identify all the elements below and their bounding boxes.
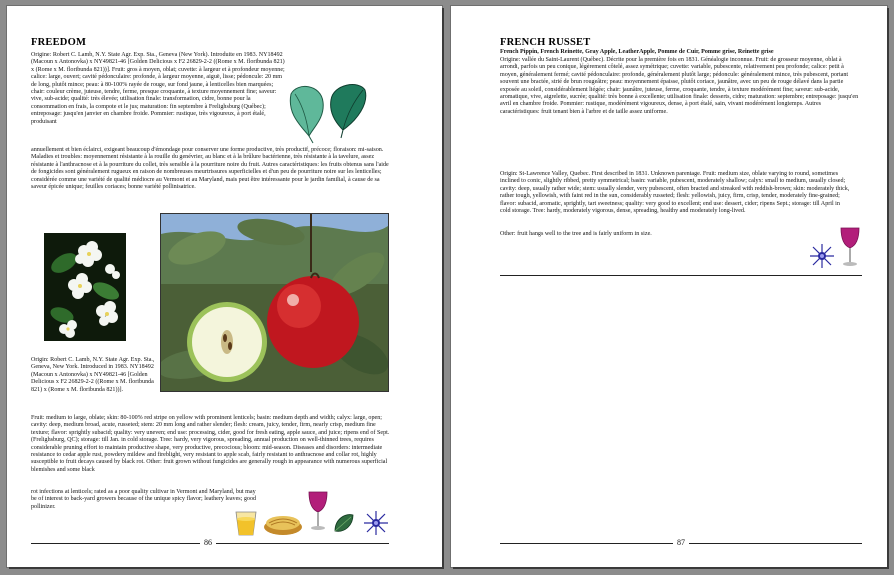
apple-pie-icon bbox=[263, 511, 303, 537]
english-description-main: Fruit: medium to large, oblate; skin: 80-100% red stripe on yellow with prominent lenticels; basin: medium depth and width; calyx: large, open; cavity: deep, medium broad, acute, russeted; stem: 20 mm long and rather slender; flesh: cream, juicy, tender, firm, nearly crisp, medium fine texture; flavor: sprightly subacid; quality: very uneven; end use: processing, cider, good for fresh eating, apple sauce, and juice; ripens end of Sept. (Frelighsburg, QC); storage: till Jan. in cold storage. Tree: hardy, very vigorous, spreading, annual production on well-thinned trees, requires considerable pruning effort to maintain productive shape, very productive, precocious; bloom: mid-season. Diseases and disorders: intermediate resistance to cedar apple rust, powdery mildew and fireblight, very resistant to apple scab, fairly resistant to anthracnose and collar rot, highly susceptible to fruit decays caused by black rot. Other: fruit grown without fungicides are generally rough in appearance with numerous superficial blemishes and some black bbox=[31, 415, 390, 473]
blossom-image bbox=[44, 233, 126, 341]
cultivar-synonyms: French Pippin, French Reinette, Gray Apple, LeatherApple, Pomme de Cuir, Pomme grise, Reinette grise bbox=[500, 49, 774, 55]
section-rule bbox=[500, 275, 862, 276]
english-description: Origin: St-Lawrence Valley, Quebec. First described in 1831. Unknown parentage. Fruit: medium size, oblate varying to round, sometimes inclined to conic, slightly ribbed, pretty symmetrical; basin: variable, pubescent, moderately shallow; calyx: small to medium, usually closed; cavity: deep, usually rather wide; stem: usually slender, very pubescent, often bracted and streaked with reddish-brown; skin: moderately thick, rather tough, yellowish, with faint red in the sun, considerably russeted; flesh: yellowish, juicy, firm, crisp, tender, moderately fine-grained; flavor: subacid, aromatic, sprightly, tart sweetness; quality: very good to excellent; end use: dessert, cider; ripens Sept.; storage: till April in cold storage. Tree: hardy, moderately vigorous, dense, spreading, healthy and moderately long-lived. bbox=[500, 171, 850, 215]
english-description-other: Other: fruit hangs well to the tree and is fairly uniform in size. bbox=[500, 231, 652, 237]
english-description-last: rot infections at lenticels; rated as a poor quality cultivar in Vermont and Maryland, but may be of interest to back-yard growers because of the unique spicy flavor; leathery leaves; good pollinizer. bbox=[31, 489, 257, 510]
cider-goblet-icon bbox=[307, 490, 329, 534]
leaves-icon bbox=[287, 80, 373, 144]
leaf-illustration-light bbox=[290, 86, 323, 143]
french-description: Origine: vallée du Saint-Laurent (Québec). Décrite pour la première fois en 1831. Généalogie inconnue. Fruit: de grosseur moyenne, oblat à arrondi, parfois un peu conique, légèrement côtelé, assez symétrique; cuvette: variable, pubescente, relativement peu profonde; calice: petit à moyen, généralement fermé; cavité pédonculaire: profonde, généralement plutôt large; pédoncule: généralement mince, très pubescent, portant souvent une bractée, strié de brun rougeâtre; peau: moyennement épaisse, plutôt coriace, jaunâtre, avec un peu de rouge délavé dans la partie exposée au soleil, considérablement liégée; chair: jaunâtre, juteuse, ferme, croquante, tendre, à texture modérément fine; saveur: sub-acide, aromatique, vive, aigrelette, sucrée; qualité: très bonne à excellente; utilisation finale: desserts, cidre; maturation: septembre; entreposage: jusqu'en avril en chambre froide. Pommier: rustique, modérément vigoureux, dense, à port étalé, sain, vivant modérément longtemps. Autres caractéristiques: fruit tenant bien à l'arbre et de taille assez uniforme. bbox=[500, 57, 859, 115]
french-description-part1: Origine: Robert C. Lamb, N.Y. State Agr. Exp. Sta., Geneva (New York). Introduite en 1983. NY18492 (Macoun x Antonovka) x NY49821-46 [Golden Delicious x F2 26829-2-2 ((Rome x M. floribunda 821) x (Rome x M. floribunda 821))]. Fruit: gros à moyen, oblat; cuvette: à largeur et à profondeur moyenne; calice: large, ouvert; cavité pédonculaire: profonde, à largeur moyenne, aiguë, lisse; pédoncule: 20 mm de long, plutôt mince; peau: à 80-100% rayée de rouge, sur fond jaune, à lenticelles bien marquées; chair: couleur crème, juteuse, tendre, ferme, presque croquante, à texture moyennement fine; saveur: vive, sub-acide; qualité: très élevée; utilisation finale: transformation, cidre, bonne pour la consommation en frais, la compote et le jus; maturation: fin septembre à Frelighsburg (Québec); entreposage: jusqu'en janvier en chambre froide. Pommier: rustique, très vigoureux, à port étalé, produisant bbox=[31, 52, 285, 125]
leaf-icon bbox=[333, 513, 355, 535]
right-page bbox=[451, 6, 887, 567]
juice-glass-icon bbox=[233, 509, 259, 537]
english-description-origin: Origin: Robert C. Lamb, N.Y. State Agr. Exp. Sta., Geneva, New York. Introduced in 1983. NY18492 (Macoun x Antonovka) x NY49821-46 [Golden Delicious x F2 26829-2-2 ((Rome x M. floribunda 821) x (Rome x M. floribunda 821))]. bbox=[31, 357, 155, 393]
cultivar-title: FRENCH RUSSET bbox=[500, 37, 591, 48]
apple-image bbox=[161, 214, 388, 391]
apple-half bbox=[187, 302, 267, 382]
page-number: 87 bbox=[673, 538, 689, 547]
page-number: 86 bbox=[200, 538, 216, 547]
cider-goblet-icon bbox=[839, 226, 861, 270]
blossom-photo bbox=[44, 233, 126, 341]
leaf-illustration-dark bbox=[331, 85, 366, 138]
apple-photo bbox=[160, 213, 389, 392]
left-page bbox=[7, 6, 442, 567]
frost-icon bbox=[363, 510, 389, 536]
french-description-part2: annuellement et bien éclairci, exigeant beaucoup d'émondage pour conserver une forme productive, très productif, précoce; floraison: mi-saison. Maladies et troubles: moyennement résistante à la rouille du genévrier, au blanc et à la brûlure bactérienne, très résistante à la tavelure, assez résistante à l'anthracnose et à la pourriture du collet, très sensible à la pourriture noire du fruit. Autres caractéristiques: les fruits obtenus sans l'aide de fongicides sont généralement rugueux en raison de nombreuses meurtrissures superficielles et d'un peu de pourriture noire sur les lenticelles; considérée comme une variété de qualité médiocre au Vermont et au Maryland, mais peut être intéressante pour le jardin familial, à cause de sa saveur épicée unique; feuilles coriaces; bonne variété pollinisatrice. bbox=[31, 147, 389, 191]
frost-icon bbox=[809, 243, 835, 269]
cultivar-title: FREEDOM bbox=[31, 37, 87, 48]
